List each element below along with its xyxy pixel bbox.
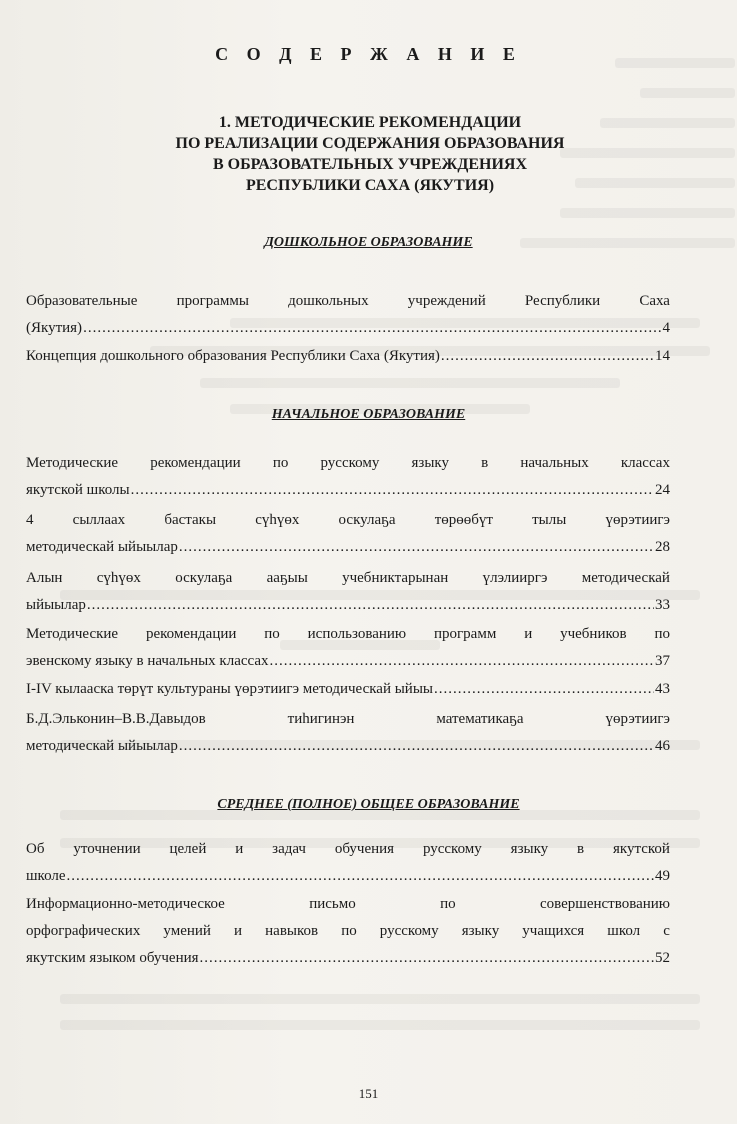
leader-dots xyxy=(441,343,654,370)
page-number: 151 xyxy=(358,1086,379,1101)
toc-page-number: 46 xyxy=(655,738,670,754)
toc-page-number: 52 xyxy=(655,950,670,966)
toc-page-number: 24 xyxy=(655,482,670,498)
leader-dots xyxy=(270,648,654,675)
leader-dots xyxy=(179,534,654,561)
toc-page-number: 33 xyxy=(655,597,670,613)
toc-entry-text: Методические рекомендации по использованию программ и учебников по xyxy=(26,626,670,642)
toc-entry[interactable] xyxy=(26,565,670,619)
page-title: С О Д Е Р Ж А Н И Е xyxy=(215,44,522,64)
toc-page-number: 14 xyxy=(655,348,670,364)
toc-entry-text: Концепция дошкольного образования Республики Саха (Якутия) xyxy=(26,348,440,364)
toc-entry[interactable] xyxy=(26,507,670,561)
toc-page-number: 37 xyxy=(655,653,670,669)
toc-entry-text: якутским языком обучения xyxy=(26,950,199,966)
section-heading-line: ПО РЕАЛИЗАЦИИ СОДЕРЖАНИЯ ОБРАЗОВАНИЯ xyxy=(175,135,565,152)
toc-entry[interactable] xyxy=(26,836,670,890)
toc-entry[interactable] xyxy=(26,621,670,675)
toc-entry-text: якутской школы xyxy=(26,482,130,498)
subsection-heading-primary: НАЧАЛЬНОЕ ОБРАЗОВАНИЕ xyxy=(271,407,466,422)
toc-entry[interactable] xyxy=(26,676,670,703)
toc-entry-text: школе xyxy=(26,868,66,884)
leader-dots xyxy=(131,477,654,504)
toc-entry-text: 4 сыллаах бастакы сүһүөх оскулаҕа төрөөбүт тылы үөрэтиигэ xyxy=(26,512,670,528)
toc-entry[interactable] xyxy=(26,706,670,760)
leader-dots xyxy=(83,315,661,342)
toc-entry-text: методическай ыйыылар xyxy=(26,738,178,754)
toc-page-number: 43 xyxy=(655,681,670,697)
toc-entry-text: Информационно-методическое письмо по совершенствованию xyxy=(26,896,670,912)
section-heading-line: 1. МЕТОДИЧЕСКИЕ РЕКОМЕНДАЦИИ xyxy=(218,114,522,131)
section-heading-line: В ОБРАЗОВАТЕЛЬНЫХ УЧРЕЖДЕНИЯХ xyxy=(212,156,528,173)
leader-dots xyxy=(87,592,654,619)
toc-page-number: 49 xyxy=(655,868,670,884)
subsection-heading-preschool: ДОШКОЛЬНОЕ ОБРАЗОВАНИЕ xyxy=(264,235,473,250)
toc-entry-text: эвенскому языку в начальных классах xyxy=(26,653,269,669)
leader-dots xyxy=(179,733,654,760)
toc-entry-text: ыйыылар xyxy=(26,597,86,613)
toc-entry[interactable] xyxy=(26,288,670,342)
section-heading-line: РЕСПУБЛИКИ САХА (ЯКУТИЯ) xyxy=(245,177,495,194)
toc-page-number: 4 xyxy=(662,320,670,336)
section-heading xyxy=(60,112,680,196)
toc-entry[interactable] xyxy=(26,450,670,504)
leader-dots xyxy=(434,676,654,703)
toc-entry-text: I-IV кылааска төрүт культураны үөрэтиигэ методическай ыйыы xyxy=(26,681,433,697)
toc-entry-text: орфографических умений и навыков по русскому языку учащихся школ с xyxy=(26,923,670,939)
leader-dots xyxy=(200,945,654,972)
toc-entry-text: Методические рекомендации по русскому языку в начальных классах xyxy=(26,455,670,471)
toc-entry[interactable] xyxy=(26,343,670,370)
toc-entry-text: методическай ыйыылар xyxy=(26,539,178,555)
toc-entry-text: Алын сүһүөх оскулаҕа ааҕыы учебниктарынан үлэлииргэ методическай xyxy=(26,570,670,586)
toc-entry-text: Об уточнении целей и задач обучения русскому языку в якутской xyxy=(26,841,670,857)
toc-entry[interactable] xyxy=(26,891,670,972)
toc-entry-text: Образовательные программы дошкольных учреждений Республики Саха xyxy=(26,293,670,309)
subsection-heading-secondary: СРЕДНЕЕ (ПОЛНОЕ) ОБЩЕЕ ОБРАЗОВАНИЕ xyxy=(217,797,520,812)
toc-entry-text: (Якутия) xyxy=(26,320,83,336)
toc-entry-text: Б.Д.Эльконин–В.В.Давыдов тиһигинэн математикаҕа үөрэтиигэ xyxy=(26,711,670,727)
leader-dots xyxy=(67,863,654,890)
toc-page-number: 28 xyxy=(655,539,670,555)
